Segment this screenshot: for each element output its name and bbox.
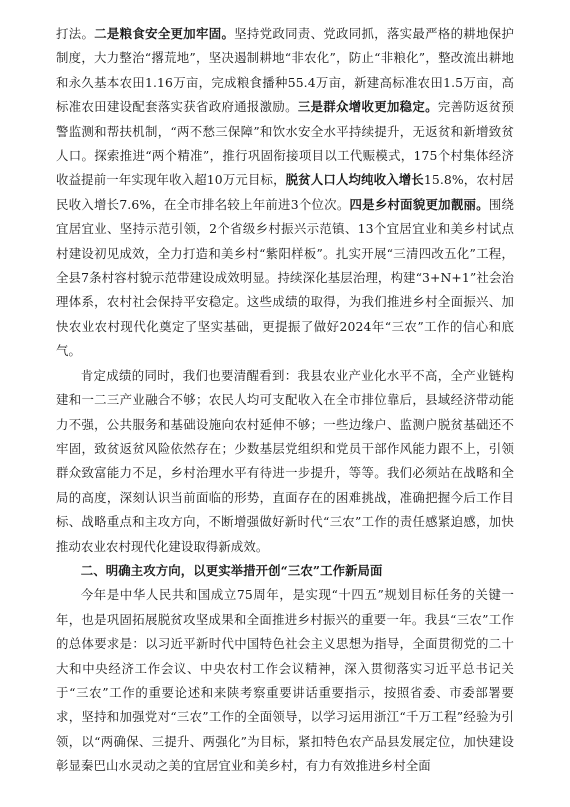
text-run: 肯定成绩的同时，我们也要清醒看到：我县农业产业化水平不高，全产业链构建和一二三产业融合不够；农民人均可支配收入在全市排位靠后，县域经济带动能力不强，公共服务和基础设施向农村延伸不够；一些边缘户、监测户脱贫基础还不牢固，致贫返贫风险依然存在；少数基层党组织和党员干部作风能力跟不上，引领群众致富能力不足，乡村治理水平有待进一步提升，等等。我们必须站在战略和全局的高度，深刻认识当前面临的形势，直面存在的困难挑战，准确把握今后工作目标、战略重点和主攻方向，不断增强做好新时代“三农”工作的责任感紧迫感，加快推动农业农村现代化建设取得新成效。 — [56, 367, 514, 554]
text-run: 打法。 — [56, 26, 95, 41]
text-run: 围绕宜居宜业、坚持示范引领，2个省级乡村振兴示范镇、13个宜居宜业和美乡村试点村建设初见成效，全力打造和美乡村“紫阳样板”。扎实开展“三清四改五化”工程，全县7条村容村貌示范带建设成效明显。持续深化基层治理，构建“3+N+1”社会治理体系，农村社会保持平安稳定。这些成绩的取得，为我们推进乡村全面振兴、加快农业农村现代化奠定了坚实基础，更提振了做好2024年“三农”工作的信心和底气。 — [56, 196, 514, 359]
bold-heading-run: 脱贫人口人均纯收入增长 — [285, 172, 424, 188]
bold-heading-run: 三是群众增收更加稳定。 — [297, 99, 438, 115]
text-run: 坚持党政同责、党政同抓，落实最严格的耕地保护制度，大力整治“撂荒地”，坚决遏制耕地“非农化”，防止“非粮化”，整改流出耕地和永久基本农田1.16万亩，完成粮食播种55.4万亩，新建高标准农田1.5万亩，高标准农田建设配套落实获省政府通报激励。 — [56, 26, 514, 115]
paragraph-requirements — [56, 583, 514, 778]
paragraph-food-security — [56, 22, 514, 364]
text-run: 今年是中华人民共和国成立75周年，是实现“十四五”规划目标任务的关键一年，也是巩固拓展脱贫攻坚成果和全面推进乡村振兴的重要一年。我县“三农”工作的总体要求是：以习近平新时代中国特色社会主义思想为指导，全面贯彻党的二十大和中央经济工作会议、中央农村工作会议精神，深入贯彻落实习近平总书记关于“三农”工作的重要论述和来陕考察重要讲话重要指示，按照省委、市委部署要求，坚持和加强党对“三农”工作的全面领导，以学习运用浙江“千万工程”经验为引领，以“两确保、三提升、两强化”为目标，紧扣特色农产品县发展定位，加快建设彰显秦巴山水灵动之美的宜居宜业和美乡村，有力有效推进乡村全面 — [56, 587, 514, 774]
text-run: 完善防返贫预警监测和帮扶机制，“两不愁三保障”和饮水安全水平持续提升，无返贫和新增致贫人口。探索推进“两个精准”，推行巩固衔接项目以工代赈模式，175个村集体经济收益提前一年实现年收入超10万元目标， — [56, 99, 514, 188]
bold-heading-run: 二是粮食安全更加牢固。 — [94, 26, 235, 41]
paragraph-problems — [56, 364, 514, 559]
section-heading — [56, 559, 514, 583]
section-heading-text: 二、明确主攻方向，以更实举措开创“三农”工作新局面 — [80, 562, 383, 578]
text-run: 15.8%，农村居民收入增长7.6%，在全市排名较上年前进3个位次。 — [56, 172, 514, 212]
bold-heading-run: 四是乡村面貌更加靓丽。 — [349, 196, 489, 212]
